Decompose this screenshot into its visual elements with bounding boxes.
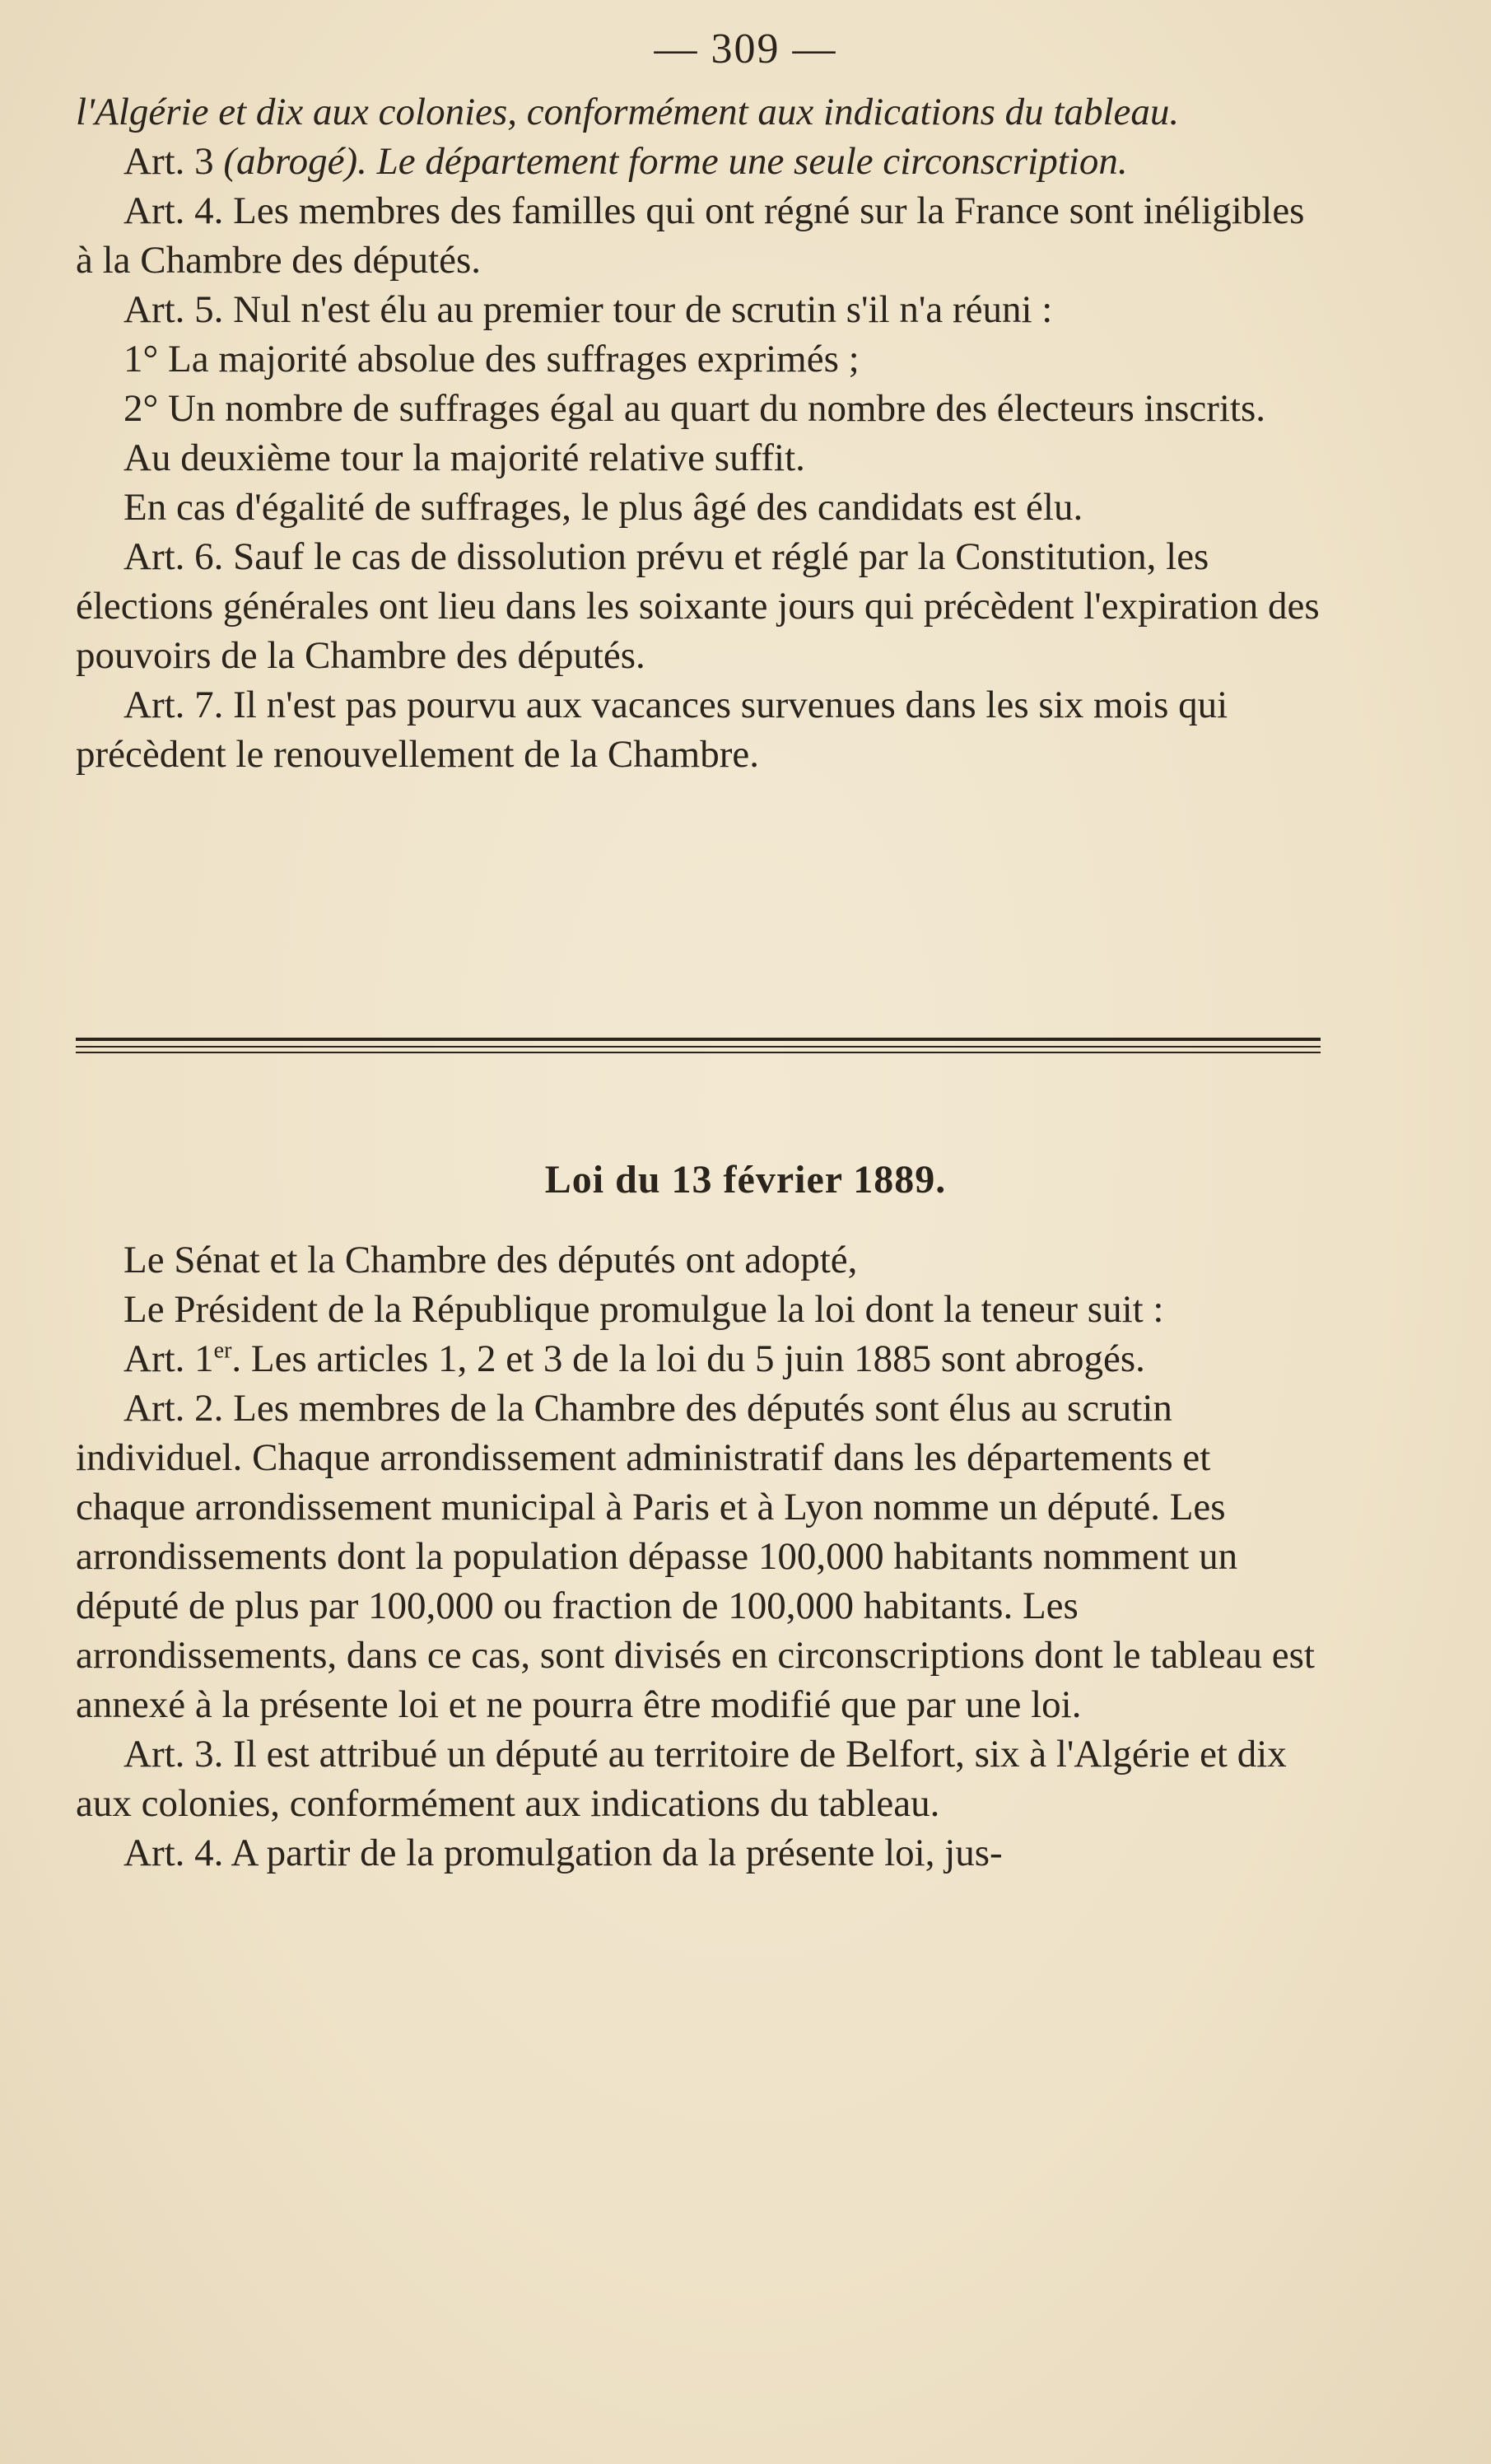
article-5-tie-rule: En cas d'égalité de suffrages, le plus âgé des candidats est élu. [123,486,1083,529]
law-article-4-paragraph: Art. 4. A partir de la promulgation da la présente loi, jus- [123,1832,1003,1874]
law-article-3-paragraph: Art. 3. Il est attribué un député au territoire de Belfort, six à l'Algérie et dix aux colonies, conformément aux indications du tableau. [76,1733,1287,1825]
preamble-promulgation: Le Président de la République promulgue la loi dont la teneur suit : [123,1288,1164,1331]
article-6-paragraph: Art. 6. Sauf le cas de dissolution prévu et réglé par la Constitution, les élections générales ont lieu dans les soixante jours qui précèdent l'expiration des pouvoirs de la Chambre des députés. [76,535,1320,677]
divider-rule-thin [76,1046,1321,1048]
article-4-paragraph: Art. 4. Les membres des familles qui ont régné sur la France sont inéligibles à la Chambre des députés. [76,189,1305,282]
divider-rule-thin-lower [76,1052,1321,1053]
law-article-2-paragraph: Art. 2. Les membres de la Chambre des députés sont élus au scrutin individuel. Chaque arrondissement administratif dans les départements et chaque arrondissement municipal à Paris et à Lyon nomme un député. Les arrondissements dont la population dépasse 100,000 habitants nomment un député de plus par 100,000 ou fraction de 100,000 habitants. Les arrondissements, dans ce cas, sont divisés en circonscriptions dont le tableau est annexé à la présente loi et ne pourra être modifié que par une loi. [76,1387,1315,1726]
article-7-paragraph: Art. 7. Il n'est pas pourvu aux vacances survenues dans les six mois qui précèdent le renouvellement de la Chambre. [76,684,1228,776]
article-5-item-1: 1° La majorité absolue des suffrages exprimés ; [123,338,860,380]
law-text [76,1235,1327,1878]
preamble-adoption: Le Sénat et la Chambre des députés ont adopté, [123,1239,858,1281]
section-divider [76,1038,1321,1053]
previous-law-text [76,87,1327,779]
article-3-paragraph [76,137,1327,186]
article-3-text: (abrogé). Le département forme une seule circonscription. [223,140,1128,183]
law-article-1-paragraph [76,1334,1327,1384]
article-5-paragraph: Art. 5. Nul n'est élu au premier tour de scrutin s'il n'a réuni : [123,288,1053,331]
article-5-second-round: Au deuxième tour la majorité relative suffit. [123,436,805,479]
page-number: — 309 — [654,26,837,72]
law-article-1-text: . Les articles 1, 2 et 3 de la loi du 5 juin 1885 sont abrogés. [231,1337,1145,1380]
paragraph-continuation: l'Algérie et dix aux colonies, conformément aux indications du tableau. [76,91,1180,133]
law-heading: Loi du 13 février 1889. [544,1158,947,1202]
divider-rule-thick [76,1038,1321,1041]
article-3-number: Art. 3 [123,140,224,183]
ordinal-superscript: er [213,1337,232,1364]
article-5-item-2: 2° Un nombre de suffrages égal au quart du nombre des électeurs inscrits. [123,387,1266,430]
law-article-1-number: Art. 1 [123,1337,214,1380]
